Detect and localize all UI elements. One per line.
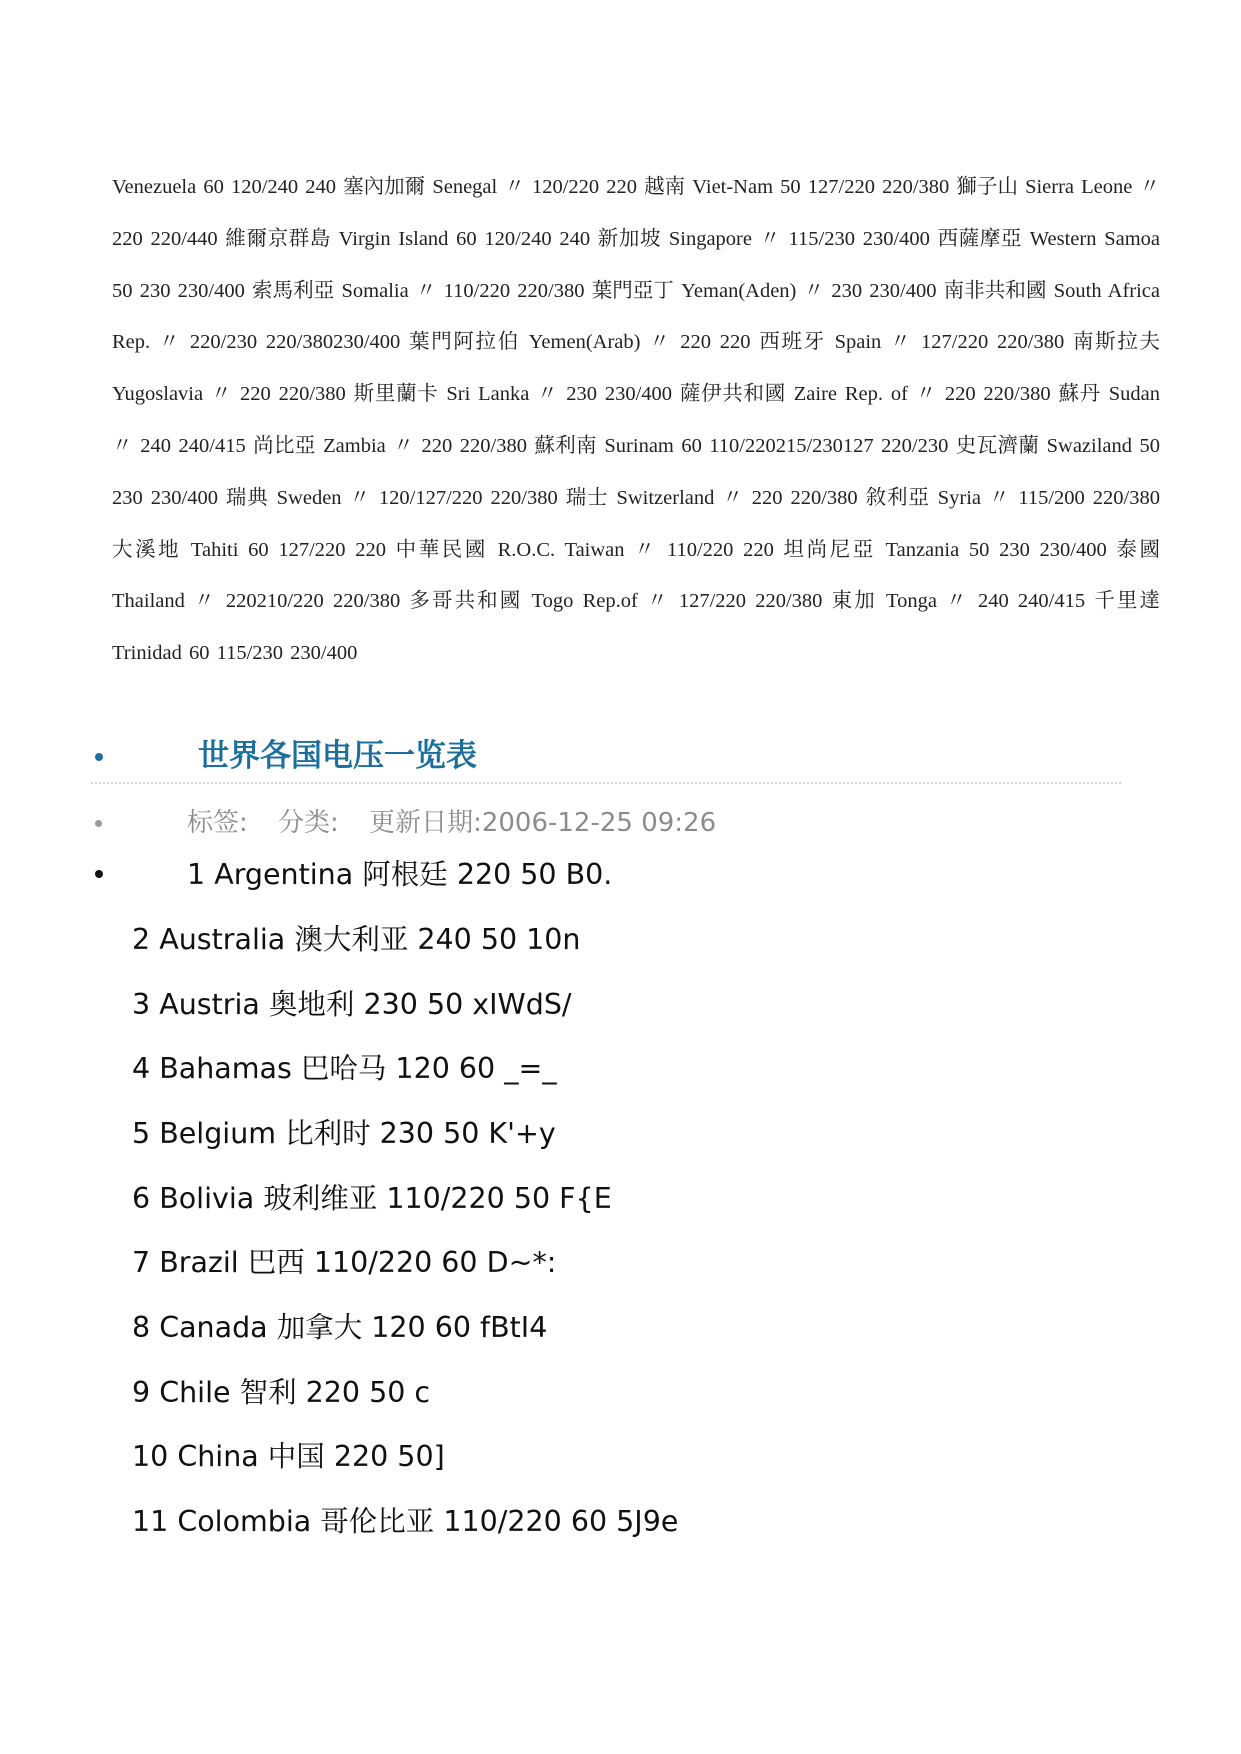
article-title[interactable]: 世界各国电压一览表 [198,738,477,774]
list-item: 9 Chile 智利 220 50 c [132,1376,431,1409]
list-item: 3 Austria 奥地利 230 50 xIWdS/ [132,988,572,1021]
list-item: 7 Brazil 巴西 110/220 60 D~*: [132,1246,557,1279]
list-bullet [95,870,103,878]
list-item: 8 Canada 加拿大 120 60 fBtI4 [132,1311,548,1344]
meta-bullet [95,820,102,827]
tags-label: 标签: [187,808,248,838]
list-item: 4 Bahamas 巴哈马 120 60 _=_ [132,1052,557,1085]
list-item: 1 Argentina 阿根廷 220 50 B0. [187,858,613,891]
updated-label: 更新日期: [369,808,482,838]
voltage-table-continuation: Venezuela 60 120/240 240 塞內加爾 Senegal 〃 120/220 220 越南 Viet-Nam 50 127/220 220/380 獅子山 Sierra Leone 〃 220 220/440 維爾京群島 Virgin Island 60 120/240 240 新加坡 Singapore 〃 115/230 230/400 西薩摩亞 Western Samoa 50 230 230/400 索馬利亞 Somalia 〃 110/220 220/380 葉門亞丁 Yeman(Aden) 〃 230 230/400 南非共和國 South Africa Rep. 〃 220/230 220/380230/400 葉門阿拉伯 Yemen(Arab) 〃 220 220 西班牙 Spain 〃 127/220 220/380 南斯拉夫 Yugoslavia 〃 220 220/380 斯里蘭卡 Sri Lanka 〃 230 230/400 薩伊共和國 Zaire Rep. of 〃 220 220/380 蘇丹 Sudan 〃 240 240/415 尚比亞 Zambia 〃 220 220/380 蘇利南 Surinam 60 110/220215/230127 220/230 史瓦濟蘭 Swaziland 50 230 230/400 瑞典 Sweden 〃 120/127/220 220/380 瑞士 Switzerland 〃 220 220/380 敘利亞 Syria 〃 115/200 220/380 大溪地 Tahiti 60 127/220 220 中華民國 R.O.C. Taiwan 〃 110/220 220 坦尚尼亞 Tanzania 50 230 230/400 泰國 Thailand 〃 220210/220 220/380 多哥共和國 Togo Rep.of 〃 127/220 220/380 東加 Tonga 〃 240 240/415 千里達 Trinidad 60 115/230 230/400 [112,176,1160,665]
list-item: 11 Colombia 哥伦比亚 110/220 60 5J9e [132,1505,679,1538]
list-item: 6 Bolivia 玻利维亚 110/220 50 F{E [132,1182,612,1215]
article-meta [187,802,738,839]
category-label: 分类: [278,808,339,838]
heading-bullet [95,753,103,761]
updated-date: 2006-12-25 09:26 [481,808,717,838]
title-divider [91,782,1121,784]
list-item: 2 Australia 澳大利亚 240 50 10n [132,923,581,956]
list-item: 5 Belgium 比利时 230 50 K'+y [132,1117,556,1150]
list-item: 10 China 中国 220 50] [132,1440,445,1473]
